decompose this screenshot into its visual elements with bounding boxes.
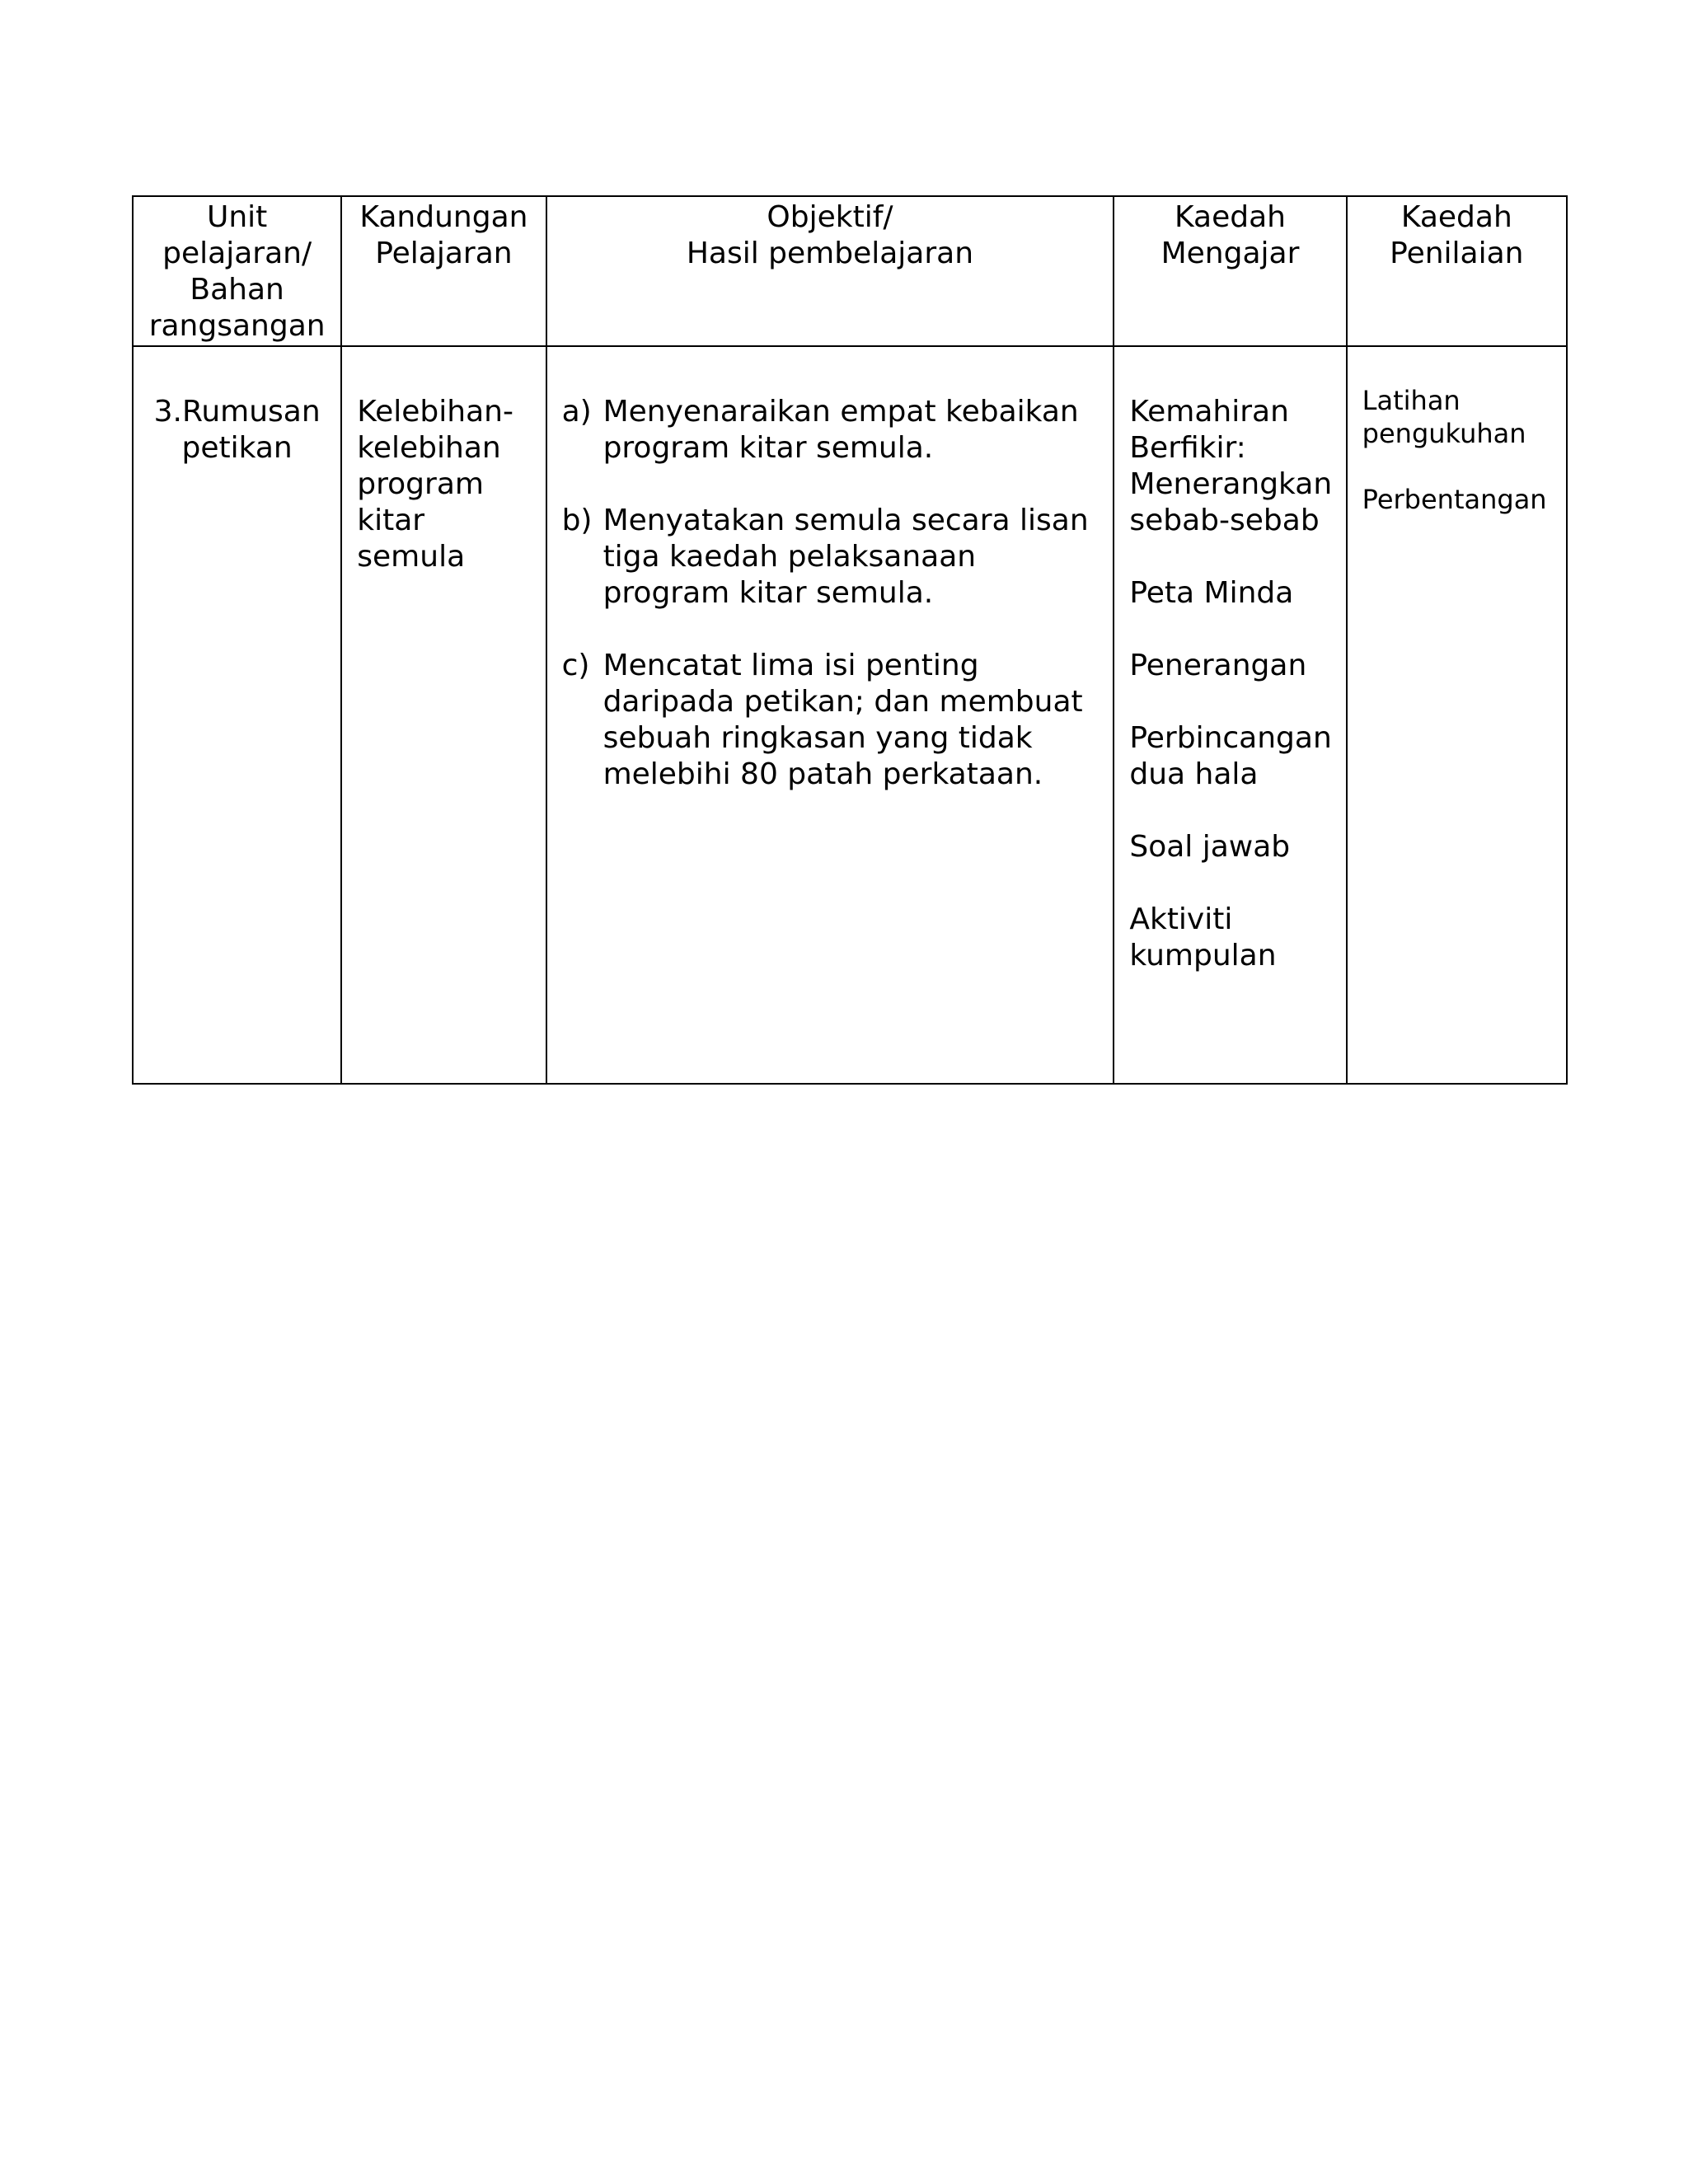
lesson-plan-table	[132, 195, 1568, 1085]
teaching-method-item: Soal jawab	[1129, 830, 1291, 864]
objective-text: Menyenaraikan empat kebaikan program kitar semula.	[603, 395, 1079, 465]
cell-kandungan-pelajaran: Kelebihan- kelebihan program kitar semula	[341, 346, 546, 1084]
teaching-method-item: Perbincangan dua hala	[1129, 721, 1332, 791]
teaching-method-item: Penerangan	[1129, 649, 1307, 682]
table-header-row	[133, 196, 1567, 346]
header-kandungan-pelajaran: Kandungan Pelajaran	[341, 196, 546, 346]
objective-marker: b)	[561, 504, 593, 537]
objective-item-b	[562, 503, 1105, 612]
objective-marker: c)	[561, 649, 590, 682]
header-objektif: Objektif/ Hasil pembelajaran	[546, 196, 1114, 346]
objective-marker: a)	[561, 395, 592, 429]
cell-unit-pelajaran: 3.Rumusan petikan	[133, 346, 341, 1084]
header-kaedah-penilaian: Kaedah Penilaian	[1347, 196, 1567, 346]
objective-item-a	[562, 394, 1105, 466]
assessment-method-item: Perbentangan	[1362, 484, 1547, 515]
objective-text: Menyatakan semula secara lisan tiga kaedah pelaksanaan program kitar semula.	[603, 504, 1089, 610]
cell-kaedah-mengajar	[1114, 346, 1346, 1084]
objective-item-c	[562, 648, 1105, 793]
cell-kaedah-penilaian	[1347, 346, 1567, 1084]
teaching-method-item: Peta Minda	[1129, 576, 1294, 610]
table-row	[133, 346, 1567, 1084]
assessment-method-item: Latihan pengukuhan	[1362, 385, 1526, 449]
header-unit-pelajaran: Unit pelajaran/ Bahan rangsangan	[133, 196, 341, 346]
cell-objektif	[546, 346, 1114, 1084]
teaching-method-item: Aktiviti kumpulan	[1129, 902, 1277, 972]
header-kaedah-mengajar: Kaedah Mengajar	[1114, 196, 1346, 346]
objective-text: Mencatat lima isi penting daripada petikan; dan membuat sebuah ringkasan yang tidak melebihi 80 patah perkataan.	[603, 649, 1083, 791]
teaching-method-item: Kemahiran Berfikir: Menerangkan sebab-sebab	[1129, 395, 1333, 537]
